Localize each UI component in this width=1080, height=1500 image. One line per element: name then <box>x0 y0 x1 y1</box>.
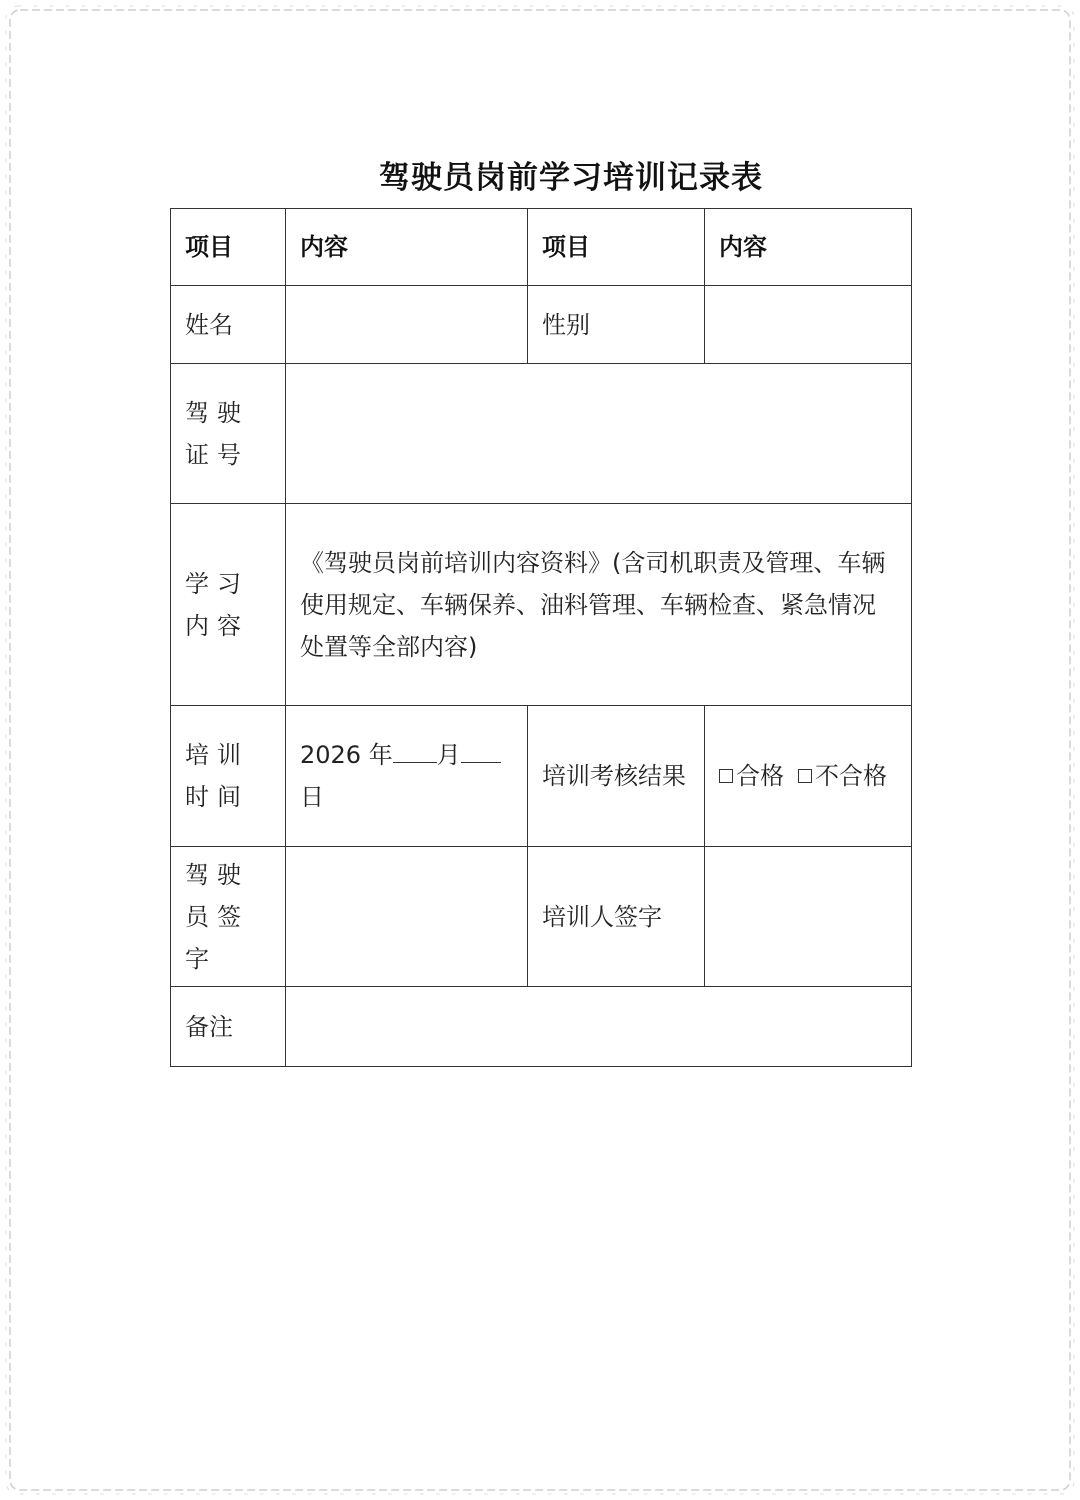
trainer-signature-field[interactable] <box>705 847 912 987</box>
time-day: 日 <box>300 783 324 811</box>
pass-checkbox[interactable] <box>719 769 733 783</box>
form-title: 驾驶员岗前学习培训记录表 <box>379 160 763 196</box>
header-item-2: 项目 <box>528 209 705 286</box>
study-content-text: 《驾驶员岗前培训内容资料》(含司机职责及管理、车辆使用规定、车辆保养、油料管理、车辆检查、紧急情况处置等全部内容) <box>286 504 912 706</box>
header-content-1: 内容 <box>286 209 528 286</box>
driver-signature-field[interactable] <box>286 847 528 987</box>
license-label: 驾驶证号 <box>171 364 286 504</box>
training-time-field[interactable] <box>286 706 528 847</box>
table-row <box>171 364 912 504</box>
month-blank[interactable] <box>393 734 437 763</box>
table-row <box>171 504 912 706</box>
time-year: 2026 年 <box>300 741 393 769</box>
result-label: 培训考核结果 <box>528 706 705 847</box>
gender-label: 性别 <box>528 286 705 364</box>
table-row <box>171 286 912 364</box>
table-row <box>171 847 912 987</box>
header-item-1: 项目 <box>171 209 286 286</box>
license-field[interactable] <box>286 364 912 504</box>
fail-option-label: 不合格 <box>815 762 887 790</box>
table-header-row <box>171 209 912 286</box>
driver-signature-label: 驾驶员签字 <box>171 847 286 987</box>
day-blank[interactable] <box>461 734 501 763</box>
training-record-table <box>170 208 912 1067</box>
name-label: 姓名 <box>171 286 286 364</box>
study-content-label: 学习内容 <box>171 504 286 706</box>
remarks-label: 备注 <box>171 987 286 1067</box>
time-month: 月 <box>436 741 461 769</box>
pass-option-label: 合格 <box>736 762 784 790</box>
header-content-2: 内容 <box>705 209 912 286</box>
trainer-signature-label: 培训人签字 <box>528 847 705 987</box>
training-time-label: 培训时间 <box>171 706 286 847</box>
table-row <box>171 987 912 1067</box>
remarks-field[interactable] <box>286 987 912 1067</box>
result-options <box>705 706 912 847</box>
name-field[interactable] <box>286 286 528 364</box>
table-row <box>171 706 912 847</box>
gender-field[interactable] <box>705 286 912 364</box>
fail-checkbox[interactable] <box>798 769 812 783</box>
